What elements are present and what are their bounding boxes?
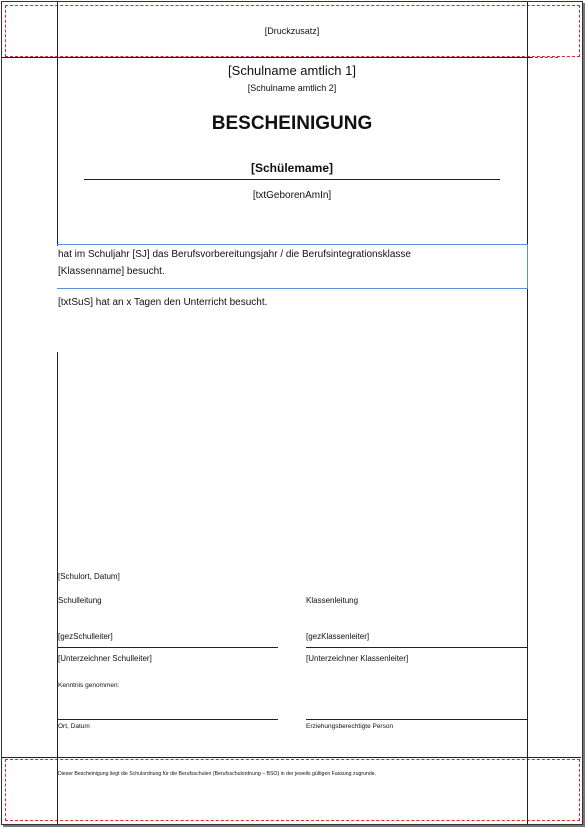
guardian-signature-line bbox=[306, 719, 527, 720]
school-name-1: [Schulname amtlich 1] bbox=[228, 63, 356, 78]
class-head-label: Klassenleitung bbox=[306, 596, 359, 605]
acknowledged-label: Kenntnis genommen: bbox=[58, 682, 120, 689]
document-title: BESCHEINIGUNG bbox=[211, 113, 373, 134]
school-head-signed-field: [gezSchulleiter] bbox=[58, 632, 113, 641]
school-head-signature-line bbox=[57, 647, 278, 648]
guardian-place-date-line bbox=[57, 719, 278, 720]
student-name-field: [Schülemame] bbox=[250, 161, 334, 175]
footer-note: Dieser Bescheinigung liegt die Schulordnung für die Berufsschulen (Berufsschulordnung – BSO) in der jeweils gültigen Fassung zugrunde. bbox=[58, 771, 377, 777]
print-addon-field: [Druckzusatz] bbox=[264, 26, 320, 36]
place-date-field: [Schulort, Datum] bbox=[58, 572, 120, 581]
class-head-signed-field: [gezKlassenleiter] bbox=[306, 632, 370, 641]
student-name-underline bbox=[84, 179, 500, 180]
body-line-2: [Klassenname] besucht. bbox=[58, 266, 165, 277]
right-margin-line bbox=[527, 2, 528, 824]
school-head-signer-field: [Unterzeichner Schulleiter] bbox=[58, 654, 152, 663]
body-line-1: hat im Schuljahr [SJ] das Berufsvorbereitungsjahr / die Berufsintegrationsklasse bbox=[58, 249, 411, 260]
attendance-line: [txtSuS] hat an x Tagen den Unterricht besucht. bbox=[58, 297, 268, 308]
guardian-label: Erziehungsberechtigte Person bbox=[306, 723, 394, 730]
left-margin-line-lower bbox=[57, 352, 58, 824]
footer-top-line bbox=[2, 757, 581, 758]
header-bottom-line bbox=[2, 57, 532, 58]
born-on-field: [txtGeborenAmIn] bbox=[252, 190, 332, 201]
class-head-signer-field: [Unterzeichner Klassenleiter] bbox=[306, 654, 409, 663]
footer-print-zone bbox=[5, 759, 580, 821]
place-date-label: Ort, Datum bbox=[58, 723, 90, 730]
school-name-2: [Schulname amtlich 2] bbox=[247, 83, 337, 93]
header-dash-extension bbox=[530, 57, 558, 58]
class-head-signature-line bbox=[306, 647, 527, 648]
school-head-label: Schulleitung bbox=[58, 596, 102, 605]
